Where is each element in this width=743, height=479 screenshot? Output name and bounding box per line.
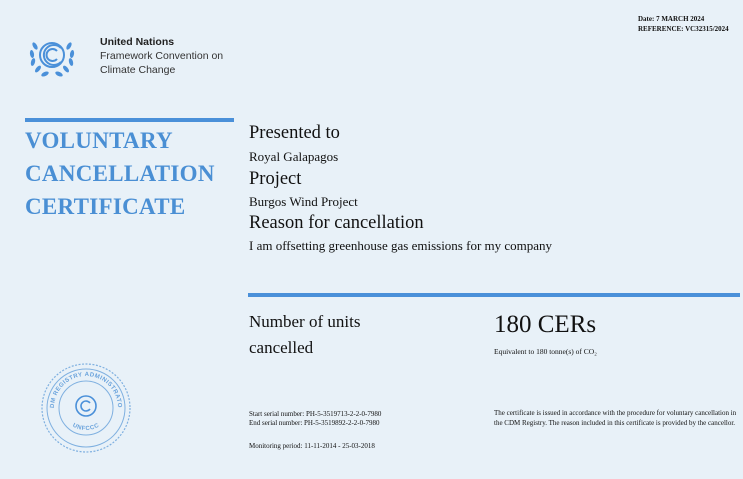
units-label-line-2: cancelled [249, 338, 314, 357]
project-value: Burgos Wind Project [249, 194, 358, 209]
seal-top-text: DM REGISTRY ADMINISTRATO [49, 371, 123, 409]
units-label [249, 309, 360, 361]
svg-text:UNFCCC [72, 423, 101, 432]
certificate-meta [638, 14, 729, 34]
project-label: Project [249, 169, 302, 189]
title-line-1: VOLUNTARY [25, 128, 173, 153]
registry-seal [40, 362, 132, 454]
certificate-reference: REFERENCE: VC32315/2024 [638, 25, 729, 33]
reason-value: I am offsetting greenhouse gas emissions for my company [249, 238, 553, 253]
org-subtitle-2: Climate Change [100, 64, 176, 76]
unfccc-logo [26, 32, 246, 84]
units-label-line-1: Number of units [249, 312, 361, 331]
end-serial: End serial number: PH-5-3519892-2-2-0-7980 [249, 419, 380, 427]
seal-bottom-text: UNFCCC [71, 422, 101, 433]
monitoring-period: Monitoring period: 11-11-2014 - 25-03-2018 [249, 442, 375, 450]
issuance-note: The certificate is issued in accordance with the procedure for voluntary cancellation in the CDM Registry. The reason included in this certificate is provided by the cancellor. [494, 409, 737, 427]
presented-to-value: Royal Galapagos [249, 149, 339, 164]
certificate-date: Date: 7 MARCH 2024 [638, 15, 705, 23]
org-name: United Nations [100, 36, 175, 48]
unfccc-logo-icon [26, 32, 78, 82]
title-line-2: CANCELLATION [25, 161, 215, 186]
org-subtitle-1: Framework Convention on [100, 50, 224, 62]
reason-label: Reason for cancellation [249, 213, 424, 233]
registry-seal-icon [40, 362, 132, 454]
certificate-title [25, 124, 215, 223]
title-divider [25, 118, 234, 122]
presented-to-label: Presented to [249, 123, 340, 143]
units-equivalent: Equivalent to 180 tonne(s) of CO₂ [494, 347, 597, 356]
units-value: 180 CERs [494, 311, 597, 338]
units-divider [248, 293, 740, 297]
title-line-3: CERTIFICATE [25, 194, 186, 219]
start-serial: Start serial number: PH-5-3519713-2-2-0-7980 [249, 410, 382, 418]
